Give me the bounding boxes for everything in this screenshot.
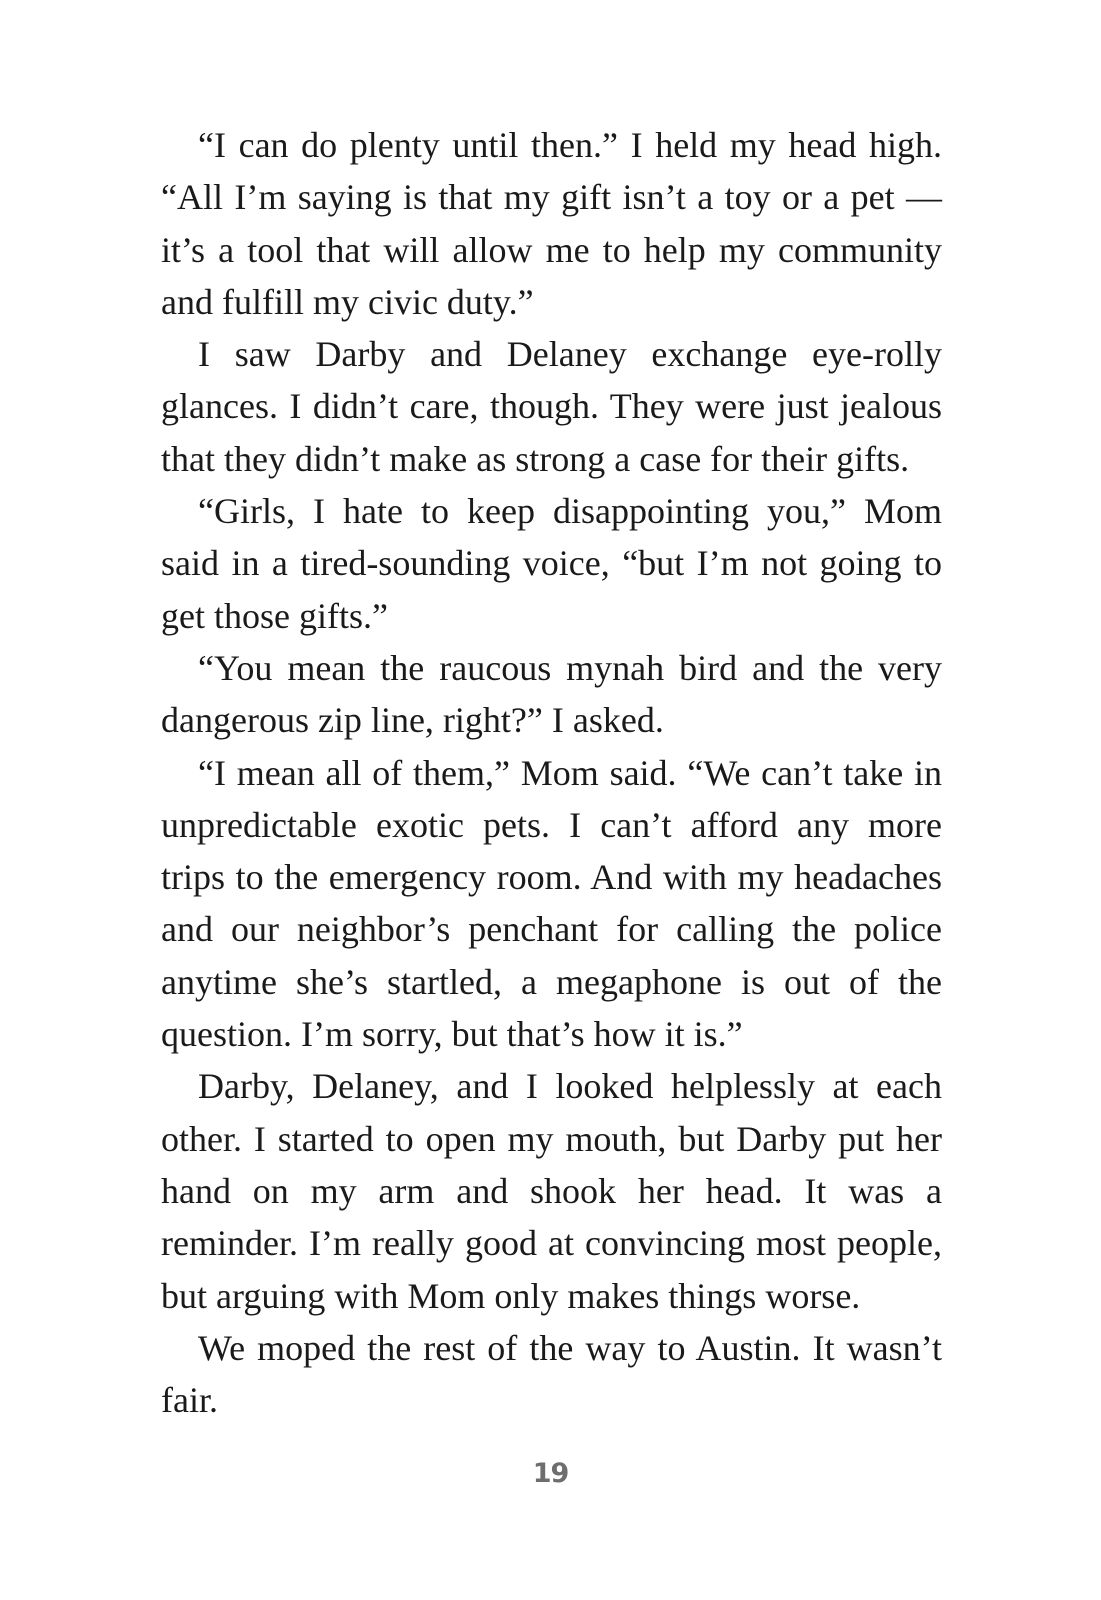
- page-number: 19: [532, 1458, 569, 1489]
- paragraph-6: Darby, Delaney, and I looked helplessly at each other. I started to open my mouth, but Darby put her hand on my arm and shook her head. It was a reminder. I’m really good at convincing most people, but arguing with Mom only makes things worse.: [161, 1066, 942, 1316]
- paragraph-4: “You mean the raucous mynah bird and the very dangerous zip line, right?” I asked.: [161, 647, 942, 741]
- paragraph-7: We moped the rest of the way to Austin. It wasn’t fair.: [161, 1327, 942, 1421]
- paragraph-5: “I mean all of them,” Mom said. “We can’t take in unpredictable exotic pets. I can’t afford any more trips to the emergency room. And with my headaches and our neighbor’s penchant for calling the police anytime she’s startled, a megaphone is out of the question. I’m sorry, but that’s how it is.”: [161, 752, 942, 1055]
- paragraph-2: I saw Darby and Delaney exchange eye-rolly glances. I didn’t care, though. They were just jealous that they didn’t make as strong a case for their gifts.: [161, 334, 942, 479]
- body-text: [161, 119, 942, 1426]
- paragraph-3: “Girls, I hate to keep disappointing you,” Mom said in a tired-sounding voice, “but I’m not going to get those gifts.”: [161, 491, 942, 636]
- paragraph-1: “I can do plenty until then.” I held my head high. “All I’m saying is that my gift isn’t a toy or a pet — it’s a tool that will allow me to help my community and fulfill my civic duty.”: [161, 125, 942, 322]
